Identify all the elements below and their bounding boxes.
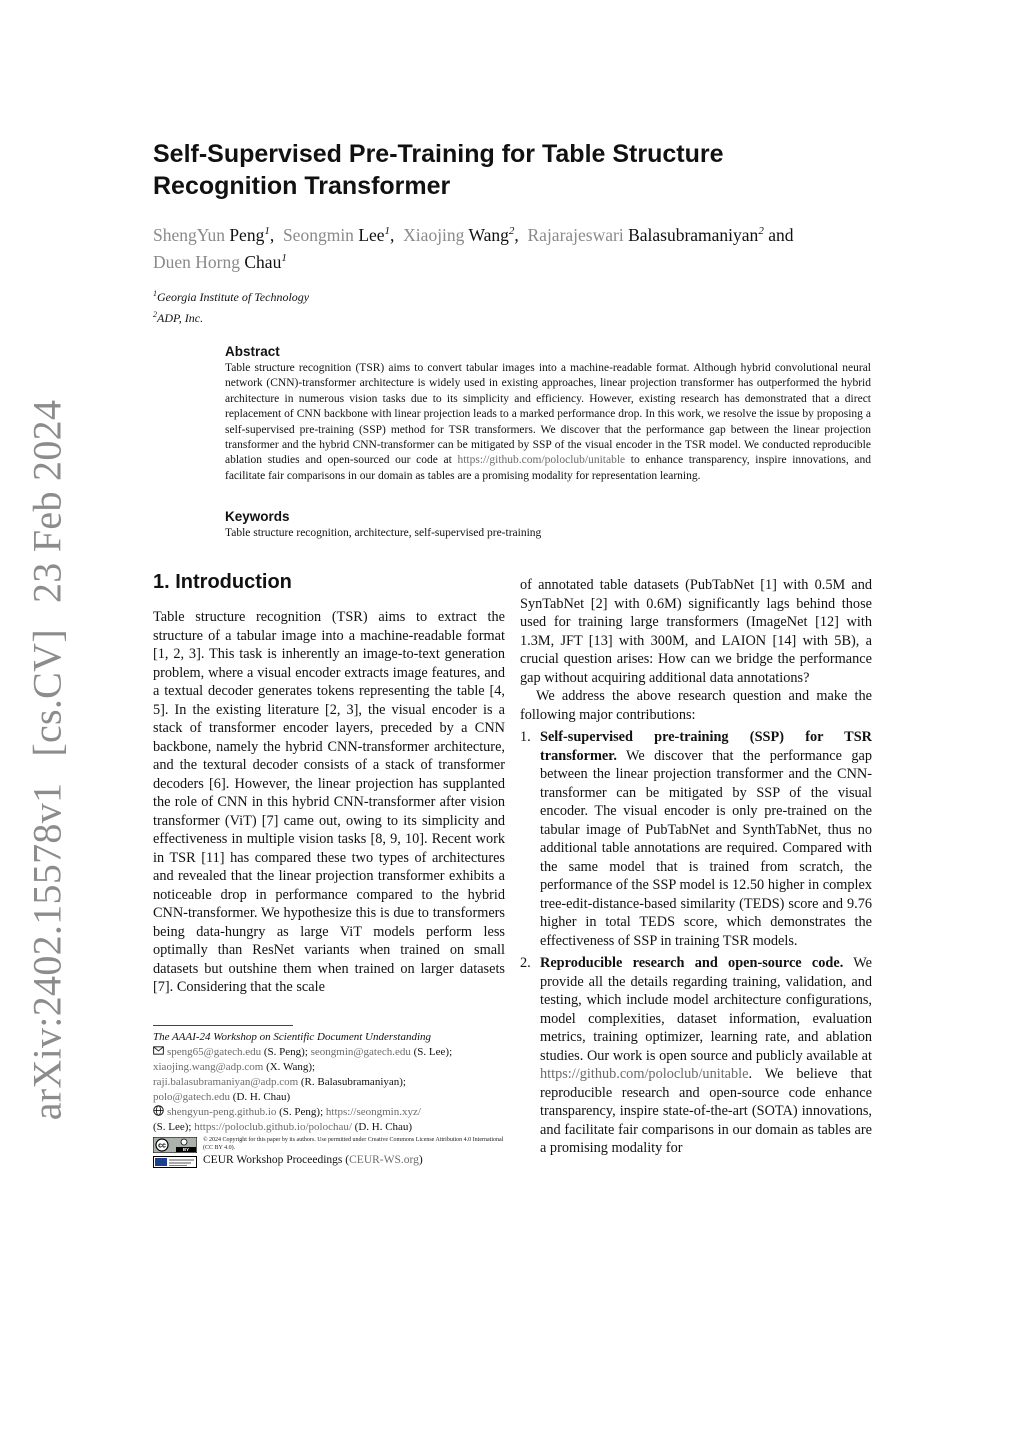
email-chau-link[interactable]: polo@gatech.edu <box>153 1091 231 1103</box>
cc-badge-text: cc <box>158 1142 166 1150</box>
email-balasubramaniyan-link[interactable]: raji.balasubramaniyan@adp.com <box>153 1076 299 1088</box>
ceur-proceedings: CEUR Workshop Proceedings (CEUR-WS.org) <box>203 1154 423 1166</box>
author-list <box>153 220 873 274</box>
contribution-code-link[interactable]: https://github.com/poloclub/unitable <box>540 1066 749 1082</box>
affiliations <box>153 285 309 327</box>
arxiv-id: arXiv:2402.15578v1 <box>24 782 70 1121</box>
contribution-list <box>520 728 872 1158</box>
contribution-item: 1. Self-supervised pre-training (SSP) for TSR transformer. We discover that the performance gap between the linear projection transformer and the CNN-transformer can be mitigated by SSP of the visual encoder. The visual encoder is only pre-trained on the tabular image of PubTabNet and SynthTabNet, thus no additional table annotations are required. Compared with the same model that is trained from scratch, the performance of the SSP model is 12.50 higher in complex tree-edit-distance-based similarity (TEDS) score and 9.76 higher in total TEDS score, which demonstrates the effectiveness of SSP in training TSR models. <box>520 729 872 949</box>
email-wang-link[interactable]: xiaojing.wang@adp.com <box>153 1061 264 1073</box>
paper-title: Self-Supervised Pre-Training for Table Structure Recognition Transformer <box>153 140 724 200</box>
email-lee-link[interactable]: seongmin@gatech.edu <box>310 1046 411 1058</box>
arxiv-side-stamp <box>22 399 72 1121</box>
contribution-item: 2. Reproducible research and open-source code. We provide all the details regarding training, validation, and testing, which include model architecture configurations, model complexities, dataset information, evaluation metrics, training optimizer, learning rate, and ablation studies. Our work is open source and publicly available at https://github.com/poloclub/unitable. We believe that reproducible research and open-source code enhance transparency, inspire state-of-the-art (SOTA) innovations, and facilitate fair comparisons in our domain as tables are a promising modality for <box>520 955 872 1156</box>
copyright-notice: © 2024 Copyright for this paper by its authors. Use permitted under Creative Commons License Attribution 4.0 International (CC BY 4.0). <box>203 1137 504 1151</box>
envelope-icon <box>153 1045 164 1056</box>
globe-icon <box>153 1105 164 1116</box>
arxiv-date: 23 Feb 2024 <box>24 399 70 604</box>
cc-by-license-badge <box>153 1137 197 1153</box>
contributions-intro: We address the above research question and make the following major contributions: <box>520 688 872 723</box>
ceur-ws-link[interactable]: CEUR-WS.org <box>349 1154 419 1166</box>
right-column <box>520 576 872 1162</box>
authors-and: and <box>768 224 794 245</box>
author-3: Xiaojing Wang$^2$, <box>403 224 519 245</box>
email-peng-link[interactable]: speng65@gatech.edu <box>167 1046 262 1058</box>
author-5: Duen Horng Chau$^1$ <box>153 251 287 272</box>
affiliation-1: $^1$Georgia Institute of Technology <box>153 289 310 304</box>
ceur-logo <box>153 1156 197 1168</box>
keywords-heading: Keywords <box>225 509 290 524</box>
abstract-text: Table structure recognition (TSR) aims to convert tabular images into a machine-readable format. Although hybrid convolutional neural network (CNN)-transformer architecture is widely used in existing approaches, linear projection transformer has outperformed the hybrid architecture in numerous vision tasks due to its simplicity and efficiency. However, existing research has demonstrated that a direct replacement of CNN backbone with linear projection leads to a marked performance drop. In this work, we resolve the issue by proposing a self-supervised pre-training (SSP) method for TSR transformers. We discover that the performance gap between the linear projection transformer and the hybrid CNN-transformer can be mitigated by SSP of the visual encoder in the TSR model. We conducted reproducible ablation studies and open-sourced our code at https://github.com/poloclub/unitable to enhance transparency, inspire innovations, and facilitate fair comparisons in our domain as tables are a promising modality for representation learning. <box>225 362 871 482</box>
website-lee-link[interactable]: https://seongmin.xyz/ <box>325 1106 421 1118</box>
keywords-text: Table structure recognition, architecture, self-supervised pre-training <box>225 527 542 539</box>
author-1: ShengYun Peng$^1$, <box>153 224 275 245</box>
footnote-emails: speng65@gatech.edu (S. Peng); seongmin@gatech.edu (S. Lee); xiaojing.wang@adp.com (X. Wang); raji.balasubramaniyan@adp.com (R. Balasubramaniyan); polo@gatech.edu (D. H. Chau) <box>153 1046 453 1103</box>
arxiv-category: [cs.CV] <box>24 629 70 757</box>
affiliation-2: $^2$ADP, Inc. <box>153 310 204 325</box>
abstract-section <box>225 344 871 484</box>
author-4: Rajarajeswari Balasubramaniyan$^2$ <box>527 224 764 245</box>
footnote-websites: shengyun-peng.github.io (S. Peng); https://seongmin.xyz/ (S. Lee); https://poloclub.github.io/polochau/ (D. H. Chau) <box>153 1106 421 1133</box>
abstract-heading: Abstract <box>225 344 280 359</box>
cc-by-text: BY <box>182 1147 190 1153</box>
intro-right-paragraph: of annotated table datasets (PubTabNet [1] with 0.5M and SynTabNet [2] with 0.6M) significantly lags behind those used for training large transformers (ImageNet [12] with 1.3M, JFT [13] with 300M, and LAION [14] with 5B), a crucial question arises: How can we bridge the performance gap without acquiring additional data annotations? <box>520 577 872 686</box>
website-chau-link[interactable]: https://poloclub.github.io/polochau/ <box>194 1121 352 1133</box>
intro-heading: 1. Introduction <box>153 571 292 593</box>
footnote-rule <box>153 1025 293 1026</box>
website-peng-link[interactable]: shengyun-peng.github.io <box>167 1106 277 1118</box>
footnote <box>153 1025 513 1135</box>
abstract-code-link[interactable]: https://github.com/poloclub/unitable <box>457 454 626 467</box>
intro-left-paragraph: Table structure recognition (TSR) aims to extract the structure of a tabular image into a machine-readable format [1, 2, 3]. This task is inherently an image-to-text generation problem, where a visual encoder extracts image features, and a textual decoder generates tokens representing the table [4, 5]. In the existing literature [2, 3], the visual encoder is a stack of transformer encoder layers, preceded by a CNN backbone, namely the hybrid CNN-transformer architecture, and the textural decoder consists of a stack of transformer decoders [6]. However, the linear projection has supplanted the role of CNN in this hybrid CNN-transformer after vision transformer (ViT) [7] came out, owing to its simplicity and effectiveness in multiple vision tasks [8, 9, 10]. Recent work in TSR [11] has compared these two types of architectures and revealed that the linear projection transformer exhibits a noticeable drop in performance compared to the hybrid CNN-transformer. We hypothesize this is due to transformers being data-hungry as large ViT models perform less optimally than ResNet variants when trained on small datasets but outshine them when trained on larger datasets [7]. Considering that the scale <box>153 609 505 995</box>
keywords-section <box>225 509 871 541</box>
author-2: Seongmin Lee$^1$, <box>282 224 395 245</box>
left-column <box>153 571 505 997</box>
footnote-venue: The AAAI-24 Workshop on Scientific Document Understanding <box>153 1031 432 1043</box>
